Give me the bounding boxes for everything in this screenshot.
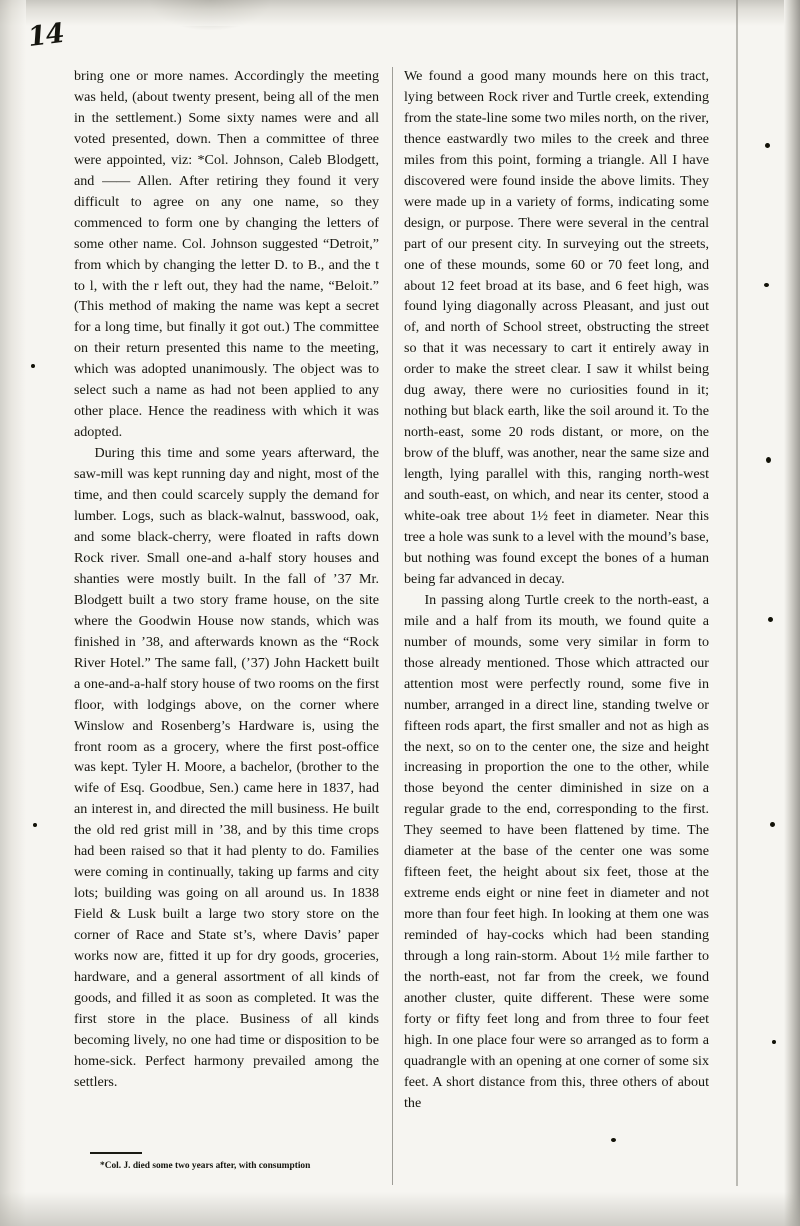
scan-speck — [611, 1138, 616, 1142]
scan-edge-right — [784, 0, 800, 1226]
scan-speck — [33, 823, 37, 827]
paragraph: During this time and some years afterward, the saw-mill was kept running day and night, most of the time, and then could scarcely supply the demand for lumber. Logs, such as black-walnut, basswood, oak, and some black-cherry, were floated in rafts down Rock river. Small one-and a-half story houses and shanties were mostly built. In the fall of ’37 Mr. Blodgett built a two story frame house, on the site where the Goodwin House now stands, which was finished in ’38, and afterwards known as the “Rock River Hotel.” The same fall, (’37) John Hackett built a one-and-a-half story house of two rooms on the first floor, with lodgings above, on the corner where Winslow and Rosenberg’s Hardware is, using the front room as a grocery, where the first post-office was kept. Tyler H. Moore, a bachelor, (brother to the wife of Esq. Goodbue, Sen.) came here in 1837, had an interest in, and directed the mill business. He built the old red grist mill in ’38, and by this time crops had been raised so that it had plenty to do. Families were coming in continually, taking up farms and city lots; building was going on all around us. In 1838 Field & Lusk built a large two story store on the corner of Race and State st’s, where Davis’ paper works now are, fitted it up for dry goods, groceries, hardware, and a general assortment of all kinds of goods, and filled it as soon as completed. It was the first store in the place. Business of all kinds becoming lively, no one had time or disposition to be home-sick. Perfect harmony prevailed among the settlers. — [74, 445, 379, 1090]
scan-speck — [766, 457, 771, 463]
scan-speck — [765, 143, 770, 148]
scan-speck — [770, 822, 775, 827]
left-text-column — [74, 66, 379, 1093]
footnote — [74, 1152, 379, 1172]
footnote-separator-rule — [90, 1152, 142, 1154]
scan-speck — [768, 617, 773, 622]
column-divider-rule — [392, 67, 393, 1185]
handwritten-page-number: 14 — [26, 17, 66, 54]
paragraph: In passing along Turtle creek to the north-east, a mile and a half from its mouth, we found quite a number of mounds, some very similar in form to those already mentioned. Those which attracted our attention most were perfectly round, some five in number, arranged in a direct line, standing twelve or fifteen rods apart, the first smaller and not as high as the next, so on to the center one, the size and height increasing in proportion the one to the other, while those beyond the center diminished in size on a regular grade to the end, corresponding to the first. They seemed to have been flattened by time. The diameter at the base of the center one was some fifteen feet, the height about six feet, those at the extreme ends eight or nine feet in diameter and not more than four feet high. In looking at them one was reminded of hay-cocks which had been standing through a long rain-storm. About 1½ mile farther to the north-east, not far from the creek, we found another cluster, quite different. These were some forty or fifty feet long and from three to four feet high. In one place four were so arranged as to form a quadrangle with an opening at one corner of some six feet. A short distance from this, three others of about the — [404, 591, 709, 1111]
paragraph: We found a good many mounds here on this tract, lying between Rock river and Turtle creek, extending from the state-line some two miles north, on the river, thence eastwardly two miles to the creek and three miles from this point, forming a triangle. All I have discovered were found inside the above limits. They were made up in a variety of forms, indicating some design, or purpose. There were several in the central part of our present city. In surveying out the streets, one of these mounds, some 60 or 70 feet long, and about 12 feet broad at its base, and 6 feet high, was found lying diagonally across Pleasant, and just out of, and north of School street, obstructing the street so that it was necessary to cart it entirely away in order to make the street clear. I saw it whilst being dug away, there were no curiosities found in it; nothing but black earth, like the soil around it. To the north-east, some 20 rods distant, or more, on the brow of the bluff, was another, near the same size and length, lying parallel with this, ranging north-west and south-east, on which, and near its center, stood a white-oak tree about 1½ feet in diameter. Near this tree a hole was sunk to a level with the mound’s base, but nothing was found except the bones of a human being far advanced in decay. — [404, 68, 709, 587]
right-text-column — [404, 66, 709, 1114]
scan-speck — [772, 1040, 776, 1044]
scan-seam-line — [736, 0, 738, 1192]
scan-speck — [764, 283, 769, 287]
scan-fade-bottom — [0, 1192, 800, 1226]
scan-edge-top — [0, 0, 800, 26]
footnote-text: *Col. J. died some two years after, with consumption — [100, 1161, 311, 1171]
paragraph: bring one or more names. Accordingly the meeting was held, (about twenty present, being all of the men in the settlement.) Some sixty names were and all voted presented, down. Then a committee of three were appointed, viz: *Col. Johnson, Caleb Blodgett, and —— Allen. After retiring they found it very difficult to agree on any one name, so they commenced to form one by changing the letters of some other name. Col. Johnson suggested “Detroit,” from which by changing the letter D. to B., and the t to l, with the r left out, they had the name, “Beloit.” (This method of making the name was kept a secret for a long time, but finally it got out.) The committee on their return presented this name to the meeting, which was adopted unanimously. The object was to select such a name as had not been applied to any other place. Hence the readiness with which it was adopted. — [74, 68, 379, 441]
scan-edge-left — [0, 0, 26, 1226]
scan-speck — [31, 364, 35, 368]
